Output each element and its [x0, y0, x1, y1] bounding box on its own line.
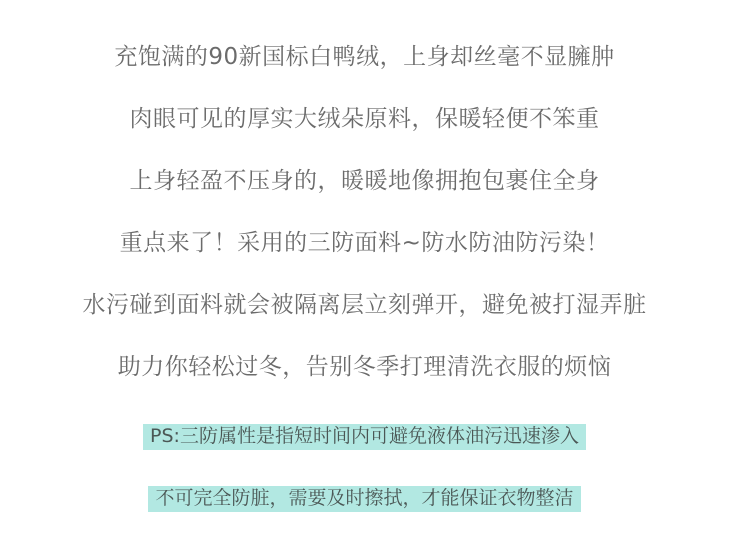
description-line-down-fill: 充饱满的90新国标白鸭绒，上身却丝毫不显臃肿	[114, 44, 615, 70]
description-line-three-proof-fabric: 重点来了！采用的三防面料~防水防油防污染！	[119, 230, 610, 256]
note-line-wipe-reminder	[0, 486, 729, 512]
description-line-water-repel: 水污碰到面料就会被隔离层立刻弹开，避免被打湿弄脏	[82, 292, 647, 318]
description-line-easy-winter: 助力你轻松过冬，告别冬季打理清洗衣服的烦恼	[117, 354, 612, 380]
description-line-down-cluster: 肉眼可见的厚实大绒朵原料，保暖轻便不笨重	[129, 106, 600, 132]
description-line-lightweight: 上身轻盈不压身的，暖暖地像拥抱包裹住全身	[129, 168, 600, 194]
note-highlight-wipe-reminder: 不可完全防脏，需要及时擦拭，才能保证衣物整洁	[148, 486, 580, 512]
note-line-ps-disclaimer	[0, 424, 729, 450]
note-highlight-ps-disclaimer: PS:三防属性是指短时间内可避免液体油污迅速渗入	[143, 424, 586, 450]
